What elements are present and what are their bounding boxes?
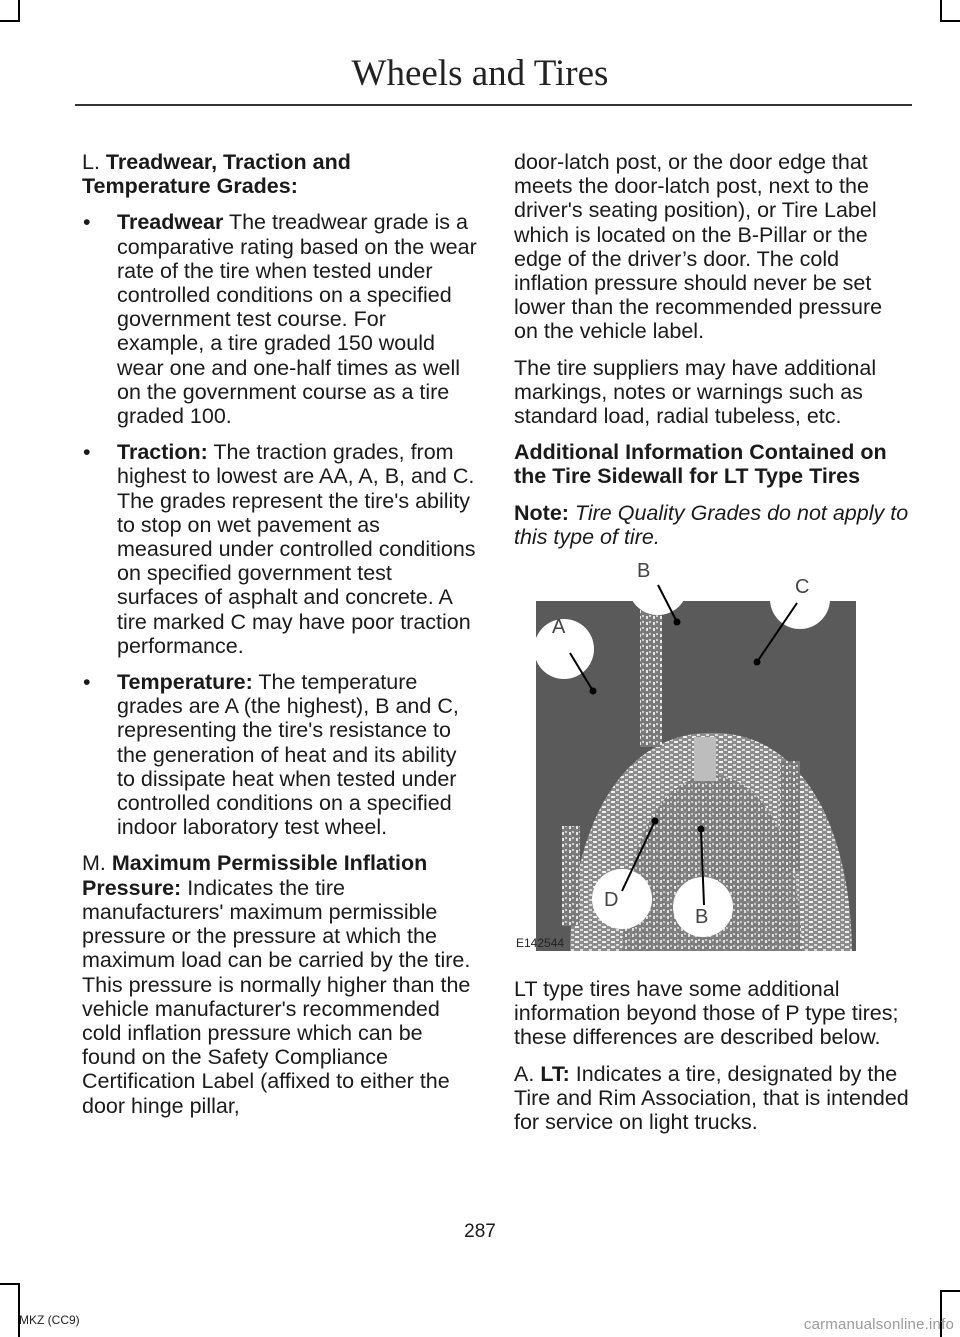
item-a-term: LT: xyxy=(540,1061,570,1086)
tire-sidewall-illustration xyxy=(512,561,908,951)
sidewall-text-left xyxy=(640,607,662,747)
crop-mark xyxy=(940,1290,960,1292)
lt-tire-sidewall-figure xyxy=(512,561,908,951)
continued-paragraph: door-latch post, or the door edge that meets the door-latch post, next to the driver's seating position), or Tire Label which is located on the B-Pillar or the edge of the driver’s door. The cold inflation pressure should never be set lower than the recommended pressure on the vehicle label. xyxy=(514,150,883,344)
item-m-title: Maximum Permissible Inflation Pressure: xyxy=(82,851,428,900)
watermark: carmanualsonline.info xyxy=(803,1316,954,1333)
bullet-icon: • xyxy=(83,670,91,695)
bullet-text: The traction grades, from highest to lowest are AA, A, B, and C. The grades represent the tire's ability to stop on wet pavement as measured under controlled conditions on specified government test surfaces of asphalt and concrete. A tire marked C may have poor traction performance. xyxy=(117,440,476,658)
callout-d-dot xyxy=(652,818,659,825)
item-l-title: Treadwear, Traction and Temperature Grades: xyxy=(82,150,351,199)
crop-mark xyxy=(18,1283,20,1337)
tire-center-block xyxy=(694,737,716,781)
sidewall-text-far-left xyxy=(562,826,580,926)
crop-mark xyxy=(0,20,20,22)
page-number: 287 xyxy=(464,1221,496,1242)
callout-b-bottom-dot xyxy=(698,826,705,833)
sidewall-text-right xyxy=(780,761,800,871)
item-a-letter: A. xyxy=(514,1061,535,1086)
figure-code: E142544 xyxy=(516,936,565,951)
item-m-letter: M. xyxy=(82,851,106,876)
crop-mark xyxy=(940,20,960,22)
callout-c-dot xyxy=(754,659,761,666)
header-divider xyxy=(75,104,912,106)
page-title: Wheels and Tires xyxy=(351,53,609,94)
item-l xyxy=(82,150,477,198)
right-column xyxy=(514,150,910,1146)
item-l-letter: L. xyxy=(82,150,100,174)
left-column xyxy=(82,150,477,1130)
section-heading: Additional Information Contained on the Tire Sidewall for LT Type Tires xyxy=(514,440,887,489)
suppliers-paragraph: The tire suppliers may have additional markings, notes or warnings such as standard load, radial tubeless, etc. xyxy=(514,355,877,429)
bullet-term: Temperature: xyxy=(117,670,253,695)
bullet-icon: • xyxy=(83,440,91,465)
callout-a-dot xyxy=(590,688,597,695)
crop-mark xyxy=(18,0,20,22)
bullet-text: The temperature grades are A (the highest), B and C, representing the tire's resistance to the generation of heat and its ability to dissipate heat when tested under controlled conditions on a specified indoor laboratory test wheel. xyxy=(117,670,459,840)
list-item xyxy=(82,440,477,658)
note-label: Note: xyxy=(514,500,569,525)
callout-a-label: A xyxy=(552,616,566,639)
item-a xyxy=(514,1062,910,1135)
note xyxy=(514,501,910,549)
footer-model: MKZ (CC9) xyxy=(19,1313,80,1327)
callout-b-top-label: B xyxy=(637,561,651,583)
list-item xyxy=(82,670,477,839)
callout-b-bottom-label: B xyxy=(695,906,709,929)
item-a-text: Indicates a tire, designated by the Tire and Rim Association, that is intended for service on light trucks. xyxy=(514,1061,909,1135)
crop-mark xyxy=(940,0,942,22)
lt-intro-paragraph: LT type tires have some additional information beyond those of P type tires; these differences are described below. xyxy=(514,977,899,1050)
item-m-text: Indicates the tire manufacturers' maximum permissible pressure or the pressure at which the maximum load can be carried by the tire. This pressure is normally higher than the vehicle manufacturer's recommended cold inflation pressure which can be found on the Safety Compliance Certification Label (affixed to either the door hinge pillar, xyxy=(82,875,471,1118)
callout-b-top-dot xyxy=(674,619,681,626)
bullet-term: Treadwear xyxy=(117,210,224,235)
callout-c-label: C xyxy=(795,576,810,599)
crop-mark xyxy=(0,1283,20,1285)
list-item xyxy=(82,210,477,428)
bullet-text: The treadwear grade is a comparative rating based on the wear rate of the tire when tested under controlled conditions on a specified government test course. For example, a tire graded 150 would wear one and one-half times as well on the government course as a tire graded 100. xyxy=(117,210,477,429)
item-m xyxy=(82,851,477,1117)
grades-list xyxy=(82,210,477,839)
bullet-icon: • xyxy=(83,210,91,235)
callout-d-label: D xyxy=(604,889,619,912)
callout-d-bubble xyxy=(592,869,652,929)
note-text: Tire Quality Grades do not apply to this type of tire. xyxy=(514,500,909,549)
bullet-term: Traction: xyxy=(117,440,208,465)
